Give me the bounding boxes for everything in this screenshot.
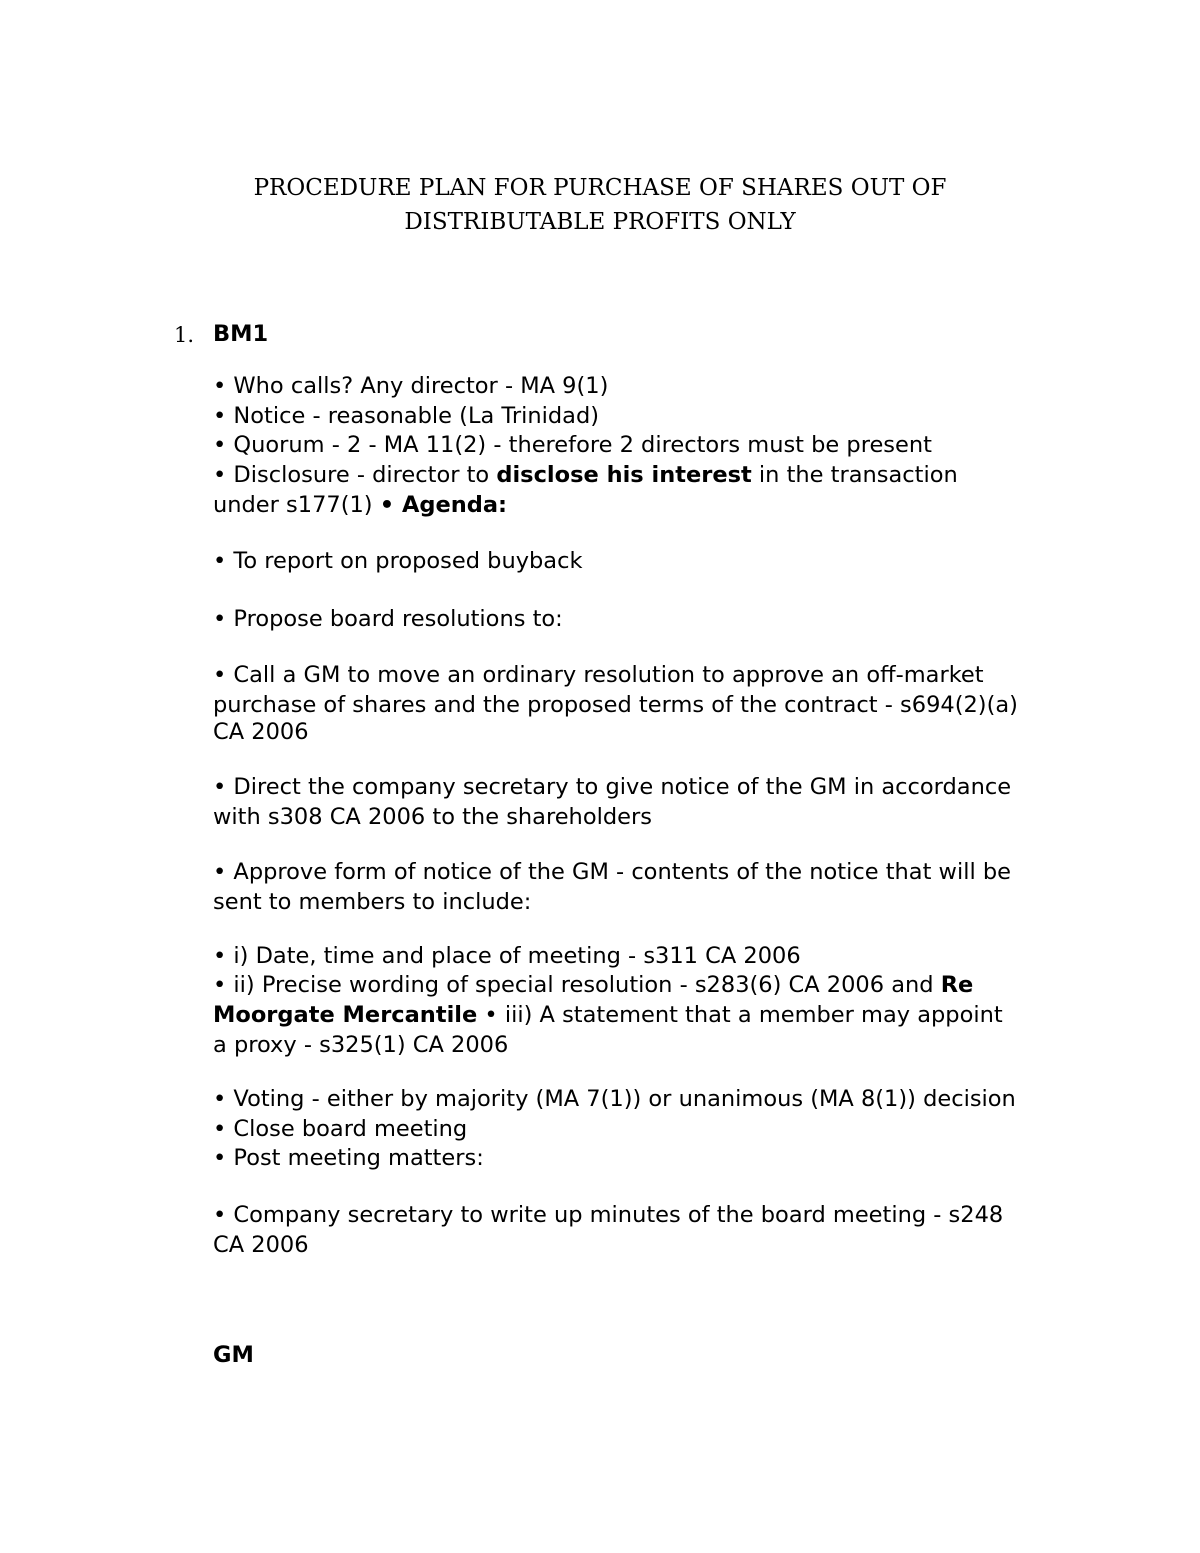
section-heading-bm1 [213,319,268,349]
agenda-item-propose: • Propose board resolutions to: [213,606,563,632]
resolution-direct-line-1: • Direct the company secretary to give notice of the GM in accordance [213,774,1012,800]
notice-item-ii-iii [213,1000,1003,1030]
document-title-line-1: PROCEDURE PLAN FOR PURCHASE OF SHARES OUT OF [253,175,947,201]
list-item-close: • Close board meeting [213,1116,468,1142]
section-heading-gm [213,1340,254,1370]
list-item-quorum: • Quorum - 2 - MA 11(2) - therefore 2 directors must be present [213,432,932,458]
list-item-who-calls: • Who calls? Any director - MA 9(1) [213,373,609,399]
disclosure-text-b: in the transaction [751,462,958,488]
notice-item-ii [213,970,973,1000]
case-name-part-2: Moorgate Mercantile [213,1002,478,1028]
agenda-item-report: • To report on proposed buyback [213,548,583,574]
agenda-heading: • Agenda: [379,492,508,518]
list-item-notice: • Notice - reasonable (La Trinidad) [213,403,600,429]
resolution-call-gm-line-2: purchase of shares and the proposed terms of the contract - s694(2)(a) [213,692,1018,718]
resolution-call-gm-line-1: • Call a GM to move an ordinary resolution to approve an off-market [213,662,984,688]
resolution-call-gm-line-3: CA 2006 [213,719,309,745]
post-item-minutes-line-2: CA 2006 [213,1232,309,1258]
list-item-post-meeting: • Post meeting matters: [213,1145,484,1171]
resolution-direct-line-2: with s308 CA 2006 to the shareholders [213,804,652,830]
case-name-part-1: Re [940,972,974,998]
document-title-line-2: DISTRIBUTABLE PROFITS ONLY [404,209,796,235]
notice-item-i: • i) Date, time and place of meeting - s311 CA 2006 [213,943,801,969]
list-item-disclosure-continued [213,490,507,520]
list-item-voting: • Voting - either by majority (MA 7(1)) or unanimous (MA 8(1)) decision [213,1086,1016,1112]
notice-item-iii-continued: a proxy - s325(1) CA 2006 [213,1032,509,1058]
resolution-approve-line-2: sent to members to include: [213,889,532,915]
notice-item-iii-text: • iii) A statement that a member may appoint [477,1002,1003,1028]
section-heading-text: BM1 [213,321,269,347]
post-item-minutes-line-1: • Company secretary to write up minutes of the board meeting - s248 [213,1202,1004,1228]
disclosure-bold-text: disclose his interest [496,462,752,488]
notice-item-ii-text: • ii) Precise wording of special resolution - s283(6) CA 2006 and [213,972,941,998]
disclosure-text-c: under s177(1) [213,492,380,518]
section-number: 1. [174,323,195,347]
disclosure-text-a: • Disclosure - director to [213,462,497,488]
section-heading-gm-text: GM [213,1342,254,1368]
resolution-approve-line-1: • Approve form of notice of the GM - contents of the notice that will be [213,859,1011,885]
list-item-disclosure [213,460,958,490]
